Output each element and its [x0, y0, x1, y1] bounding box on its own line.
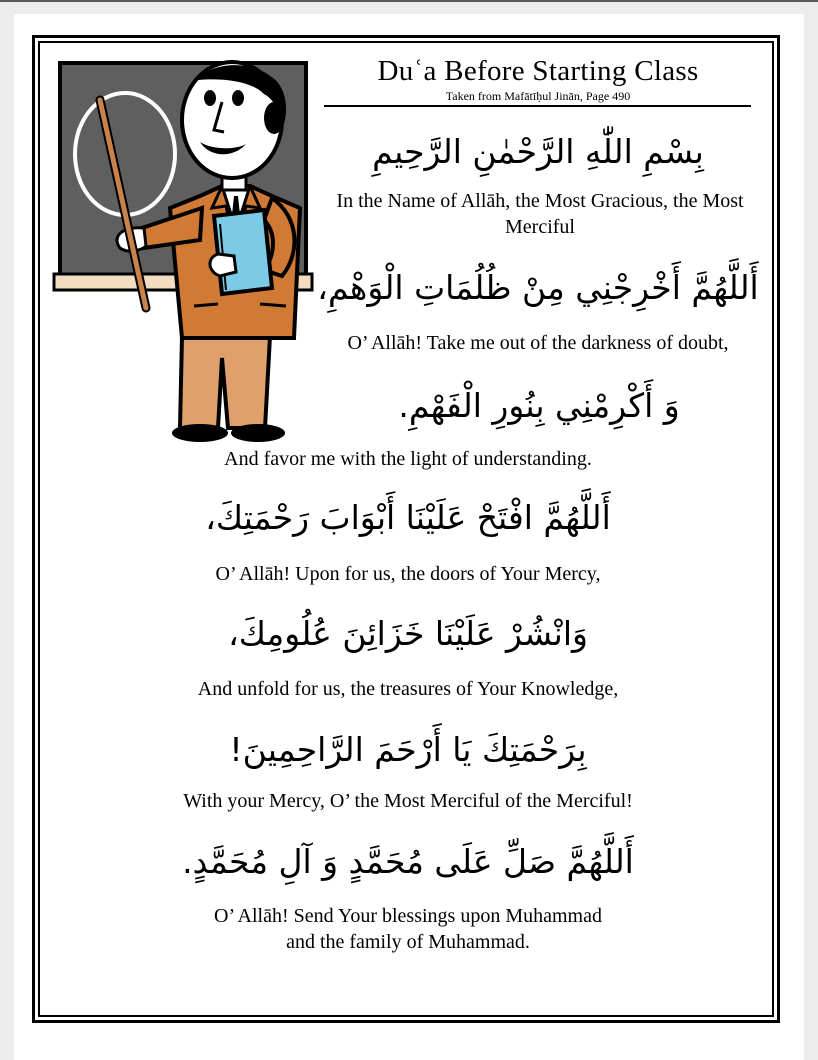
window-top-edge [0, 0, 818, 2]
left-shoe [172, 424, 228, 442]
verse-2-english: O’ Allāh! Take me out of the darkness of doubt, [347, 332, 729, 354]
right-shoe [231, 424, 285, 442]
verse-7-arabic: أَللَّهُمَّ صَلِّ عَلَى مُحَمَّدٍ وَ آلِ مُحَمَّدٍ. [182, 842, 634, 881]
verse-6-arabic: بِرَحْمَتِكَ يَا أَرْحَمَ الرَّاحِمِينَ! [229, 730, 587, 769]
verse-3-arabic: وَ أَكْرِمْنِي بِنُورِ الْفَهْمِ. [398, 386, 680, 425]
verse-1-arabic: بِسْمِ اللّٰهِ الرَّحْمٰنِ الرَّحِيمِ [372, 132, 704, 171]
right-eye [232, 90, 244, 106]
trousers [180, 336, 270, 428]
verse-5-arabic: وَانْشُرْ عَلَيْنَا خَزَائِنَ عُلُومِكَ، [228, 614, 588, 653]
verse-6-english: With your Mercy, O’ the Most Merciful of the Merciful! [183, 790, 633, 812]
verse-1-english: In the Name of Allāh, the Most Gracious, the Most Merciful [336, 190, 744, 238]
verse-7-english: O’ Allāh! Send Your blessings upon Muhammad and the family of Muhammad. [214, 905, 602, 953]
teacher-illustration [50, 58, 314, 446]
left-eye [204, 90, 216, 106]
verse-3-english: And favor me with the light of understanding. [224, 448, 592, 470]
verse-5-english: And unfold for us, the treasures of Your Knowledge, [197, 678, 619, 700]
verse-4-arabic: أَللَّهُمَّ افْتَحْ عَلَيْنَا أَبْوَابَ رَحْمَتِكَ، [205, 498, 611, 537]
page-title: Duʿa Before Starting Class [377, 55, 699, 87]
right-hand [210, 254, 236, 276]
verse-2-arabic: أَللَّهُمَّ أَخْرِجْنِي مِنْ ظُلُمَاتِ الْوَهْمِ، [317, 268, 759, 307]
title-divider [324, 105, 751, 107]
verse-4-english: O’ Allāh! Upon for us, the doors of Your Mercy, [215, 563, 601, 585]
source-citation: Taken from Mafātīḥul Jinān, Page 490 [445, 89, 631, 103]
